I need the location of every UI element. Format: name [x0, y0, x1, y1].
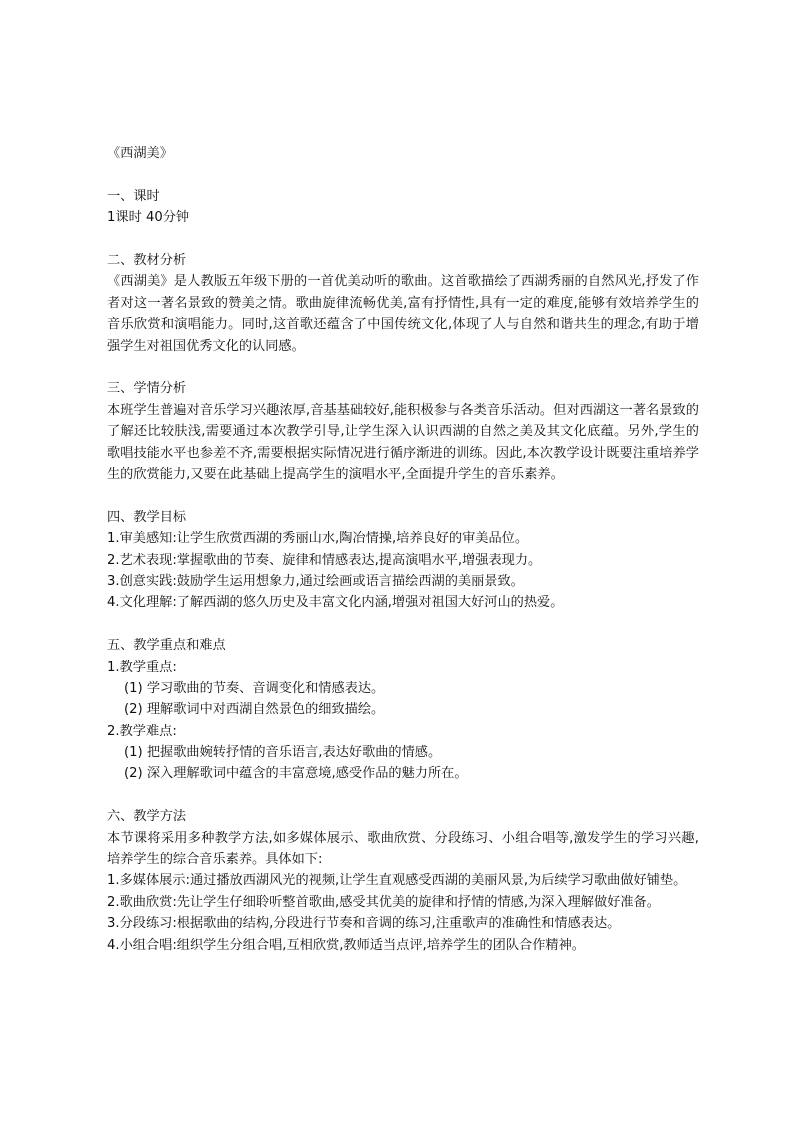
section-heading-methods: 六、教学方法: [107, 809, 187, 825]
focus-item: (1) 学习歌曲的节奏、音调变化和情感表达。: [124, 680, 385, 696]
document-body: [107, 143, 699, 956]
method-item: 4.小组合唱:组织学生分组合唱,互相欣赏,教师适当点评,培养学生的团队合作精神。: [107, 937, 585, 953]
document-title: 《西湖美》: [107, 146, 173, 161]
focus-item: (2) 理解歌词中对西湖自然景色的细致描绘。: [124, 702, 385, 718]
students-paragraph: 本班学生普遍对音乐学习兴趣浓厚,音基基础较好,能积极参与各类音乐活动。但对西湖这一著名景致的了解还比较肤浅,需要通过本次教学引导,让学生深入认识西湖的自然之美及其文化底蕴。另外,学生的歌唱技能水平也参差不齐,需要根据实际情况进行循序渐进的训练。因此,本次教学设计既要注重培养学生的欣赏能力,又要在此基础上提高学生的演唱水平,全面提升学生的音乐素养。: [107, 402, 699, 482]
section-heading-material: 二、教材分析: [107, 252, 187, 268]
spacer: [107, 229, 699, 250]
spacer: [107, 357, 699, 378]
methods-intro: 本节课将采用多种教学方法,如多媒体展示、歌曲欣赏、分段练习、小组合唱等,激发学生的学习兴趣,培养学生的综合音乐素养。具体如下:: [107, 830, 699, 868]
section-heading-period: 一、课时: [107, 188, 160, 204]
difficulty-label: 2.教学难点:: [107, 723, 177, 739]
section-heading-keypoints: 五、教学重点和难点: [107, 638, 226, 654]
difficulty-item: (1) 把握歌曲婉转抒情的音乐语言,表达好歌曲的情感。: [124, 745, 442, 761]
method-item: 3.分段练习:根据歌曲的结构,分段进行节奏和音调的练习,注重歌声的准确性和情感表达。: [107, 916, 621, 932]
period-text: 1课时 40分钟: [107, 210, 190, 226]
spacer: [107, 614, 699, 635]
material-paragraph: 《西湖美》是人教版五年级下册的一首优美动听的歌曲。这首歌描绘了西湖秀丽的自然风光,抒发了作者对这一著名景致的赞美之情。歌曲旋律流畅优美,富有抒情性,具有一定的难度,能够有效培养学生的音乐欣赏和演唱能力。同时,这首歌还蕴含了中国传统文化,体现了人与自然和谐共生的理念,有助于增强学生对祖国优秀文化的认同感。: [107, 274, 699, 354]
focus-label: 1.教学重点:: [107, 659, 177, 675]
goal-item: 4.文化理解:了解西湖的悠久历史及丰富文化内涵,增强对祖国大好河山的热爱。: [107, 595, 564, 611]
goal-item: 1.审美感知:让学生欣赏西湖的秀丽山水,陶冶情操,培养良好的审美品位。: [107, 531, 529, 547]
difficulty-item: (2) 深入理解歌词中蕴含的丰富意境,感受作品的魅力所在。: [124, 766, 468, 782]
method-item: 2.歌曲欣赏:先让学生仔细聆听整首歌曲,感受其优美的旋律和抒情的情感,为深入理解做好准备。: [107, 894, 660, 910]
spacer: [107, 785, 699, 806]
goal-item: 3.创意实践:鼓励学生运用想象力,通过绘画或语言描绘西湖的美丽景致。: [107, 573, 524, 589]
goal-item: 2.艺术表现:掌握歌曲的节奏、旋律和情感表达,提高演唱水平,增强表现力。: [107, 552, 542, 568]
method-item: 1.多媒体展示:通过播放西湖风光的视频,让学生直观感受西湖的美丽风景,为后续学习歌曲做好铺垫。: [107, 873, 687, 889]
spacer: [107, 485, 699, 506]
section-heading-students: 三、学情分析: [107, 381, 187, 397]
section-heading-goals: 四、教学目标: [107, 509, 187, 525]
spacer: [107, 164, 699, 185]
